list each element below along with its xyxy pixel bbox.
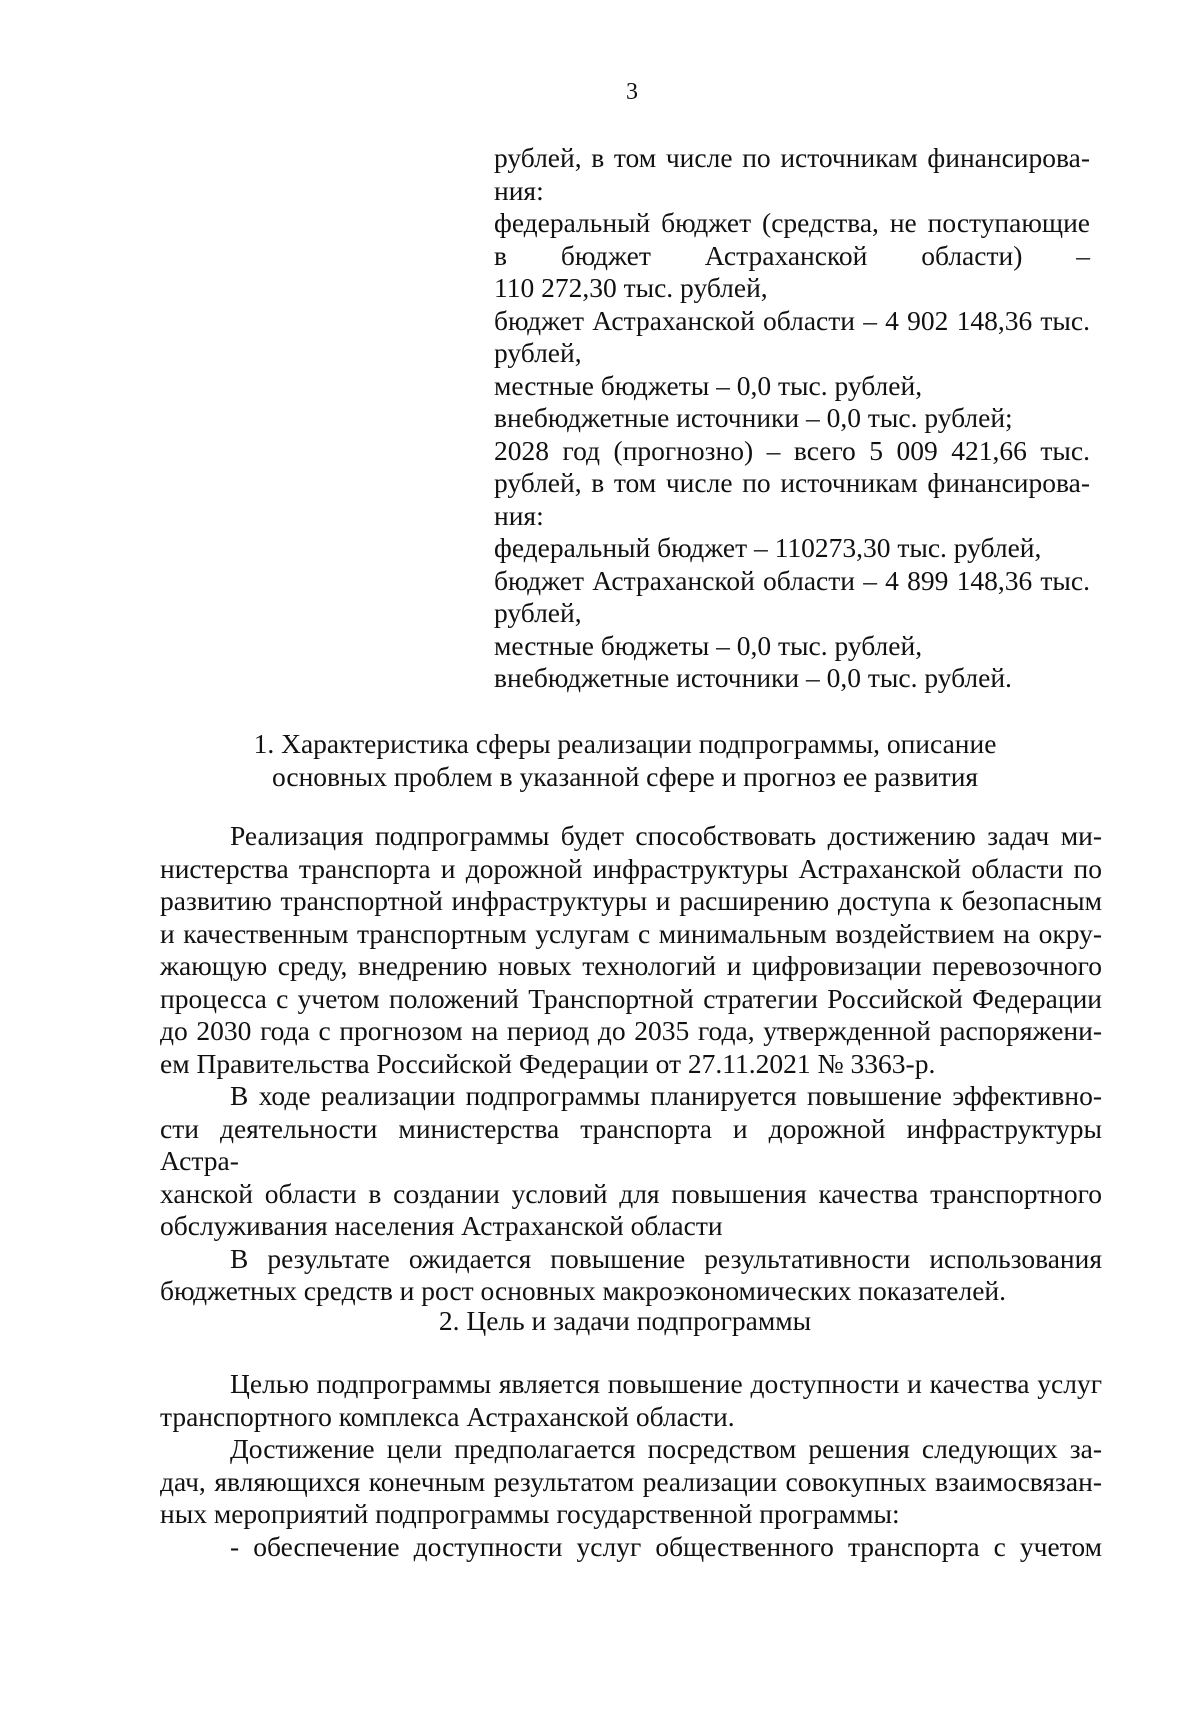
funding-line: рублей, [494,597,582,628]
section-2-heading [160,1305,1090,1338]
funding-line: бюджет Астраханской области – 4 902 148,36 тыс. [494,304,1090,336]
body-line: бюджетных средств и рост основных макроэкономических показателей. [160,1275,1007,1306]
body-line: жающую среду, внедрению новых технологий и цифровизации перевозочного [160,950,1102,981]
funding-line: местные бюджеты – 0,0 тыс. рублей, [494,369,923,401]
body-line: В ходе реализации подпрограммы планируется повышение эффективно- [230,1080,1102,1111]
body-line: развитию транспортной инфраструктуры и расширению доступа к безопасным [160,885,1102,916]
body-line: и качественным транспортным услугам с минимальным воздействием на окру- [160,917,1102,949]
body-line: Реализация подпрограммы будет способствовать достижению задач ми- [230,820,1102,851]
funding-block [494,142,1090,695]
section-1-heading [160,728,1090,793]
body-line: Целью подпрограммы является повышение доступности и качества услуг [230,1368,1102,1399]
heading-line: 1. Характеристика сферы реализации подпрограммы, описание [253,728,997,759]
page-number: 3 [626,79,638,105]
funding-line: в бюджет Астраханской области) – [494,239,1090,271]
funding-line: 110 272,30 тыс. рублей, [494,272,768,303]
body-line: процесса с учетом положений Транспортной стратегии Российской Федерации [160,982,1102,1014]
funding-line: внебюджетные источники – 0,0 тыс. рублей; [494,402,1013,433]
body-line: дач, являющихся конечным результатом реализации совокупных взаимосвязан- [160,1465,1102,1497]
funding-line: бюджет Астраханской области – 4 899 148,36 тыс. [494,564,1090,596]
body-line: Достижение цели предполагается посредством решения следующих за- [230,1433,1102,1464]
funding-line: ния: [494,499,544,531]
body-line: ем Правительства Российской Федерации от 27.11.2021 № 3363-р. [160,1047,936,1079]
body-line: В результате ожидается повышение результативности использования [230,1242,1102,1274]
funding-line: рублей, [494,337,582,368]
body-line: нистерства транспорта и дорожной инфраструктуры Астраханской области по [160,852,1102,884]
heading-line: 2. Цель и задачи подпрограммы [438,1305,812,1336]
funding-line: рублей, в том числе по источникам финансирова- [494,467,1090,498]
funding-line: федеральный бюджет (средства, не поступающие [494,207,1090,238]
body-line: транспортного комплекса Астраханской области. [160,1400,735,1432]
body-line: - обеспечение доступности услуг общественного транспорта с учетом [230,1530,1102,1562]
funding-line: 2028 год (прогнозно) – всего 5 009 421,66 тыс. [494,434,1090,466]
body-line: обслуживания населения Астраханской области [160,1210,723,1241]
funding-line: ния: [494,174,544,206]
funding-line: рублей, в том числе по источникам финансирова- [494,142,1090,173]
body-line: ханской области в создании условий для повышения качества транспортного [160,1177,1102,1209]
body-line: сти деятельности министерства транспорта и дорожной инфраструктуры Астра- [160,1112,1102,1176]
funding-line: федеральный бюджет – 110273,30 тыс. рублей, [494,532,1042,563]
section-1-body [160,820,1102,1308]
funding-line: местные бюджеты – 0,0 тыс. рублей, [494,629,923,661]
heading-line: основных проблем в указанной сфере и прогноз ее развития [271,760,979,792]
body-line: ных мероприятий подпрограммы государственной программы: [160,1498,900,1529]
funding-line: внебюджетные источники – 0,0 тыс. рублей. [494,662,1012,693]
body-line: до 2030 года с прогнозом на период до 2035 года, утвержденной распоряжени- [160,1015,1102,1046]
section-2-body [160,1368,1102,1563]
